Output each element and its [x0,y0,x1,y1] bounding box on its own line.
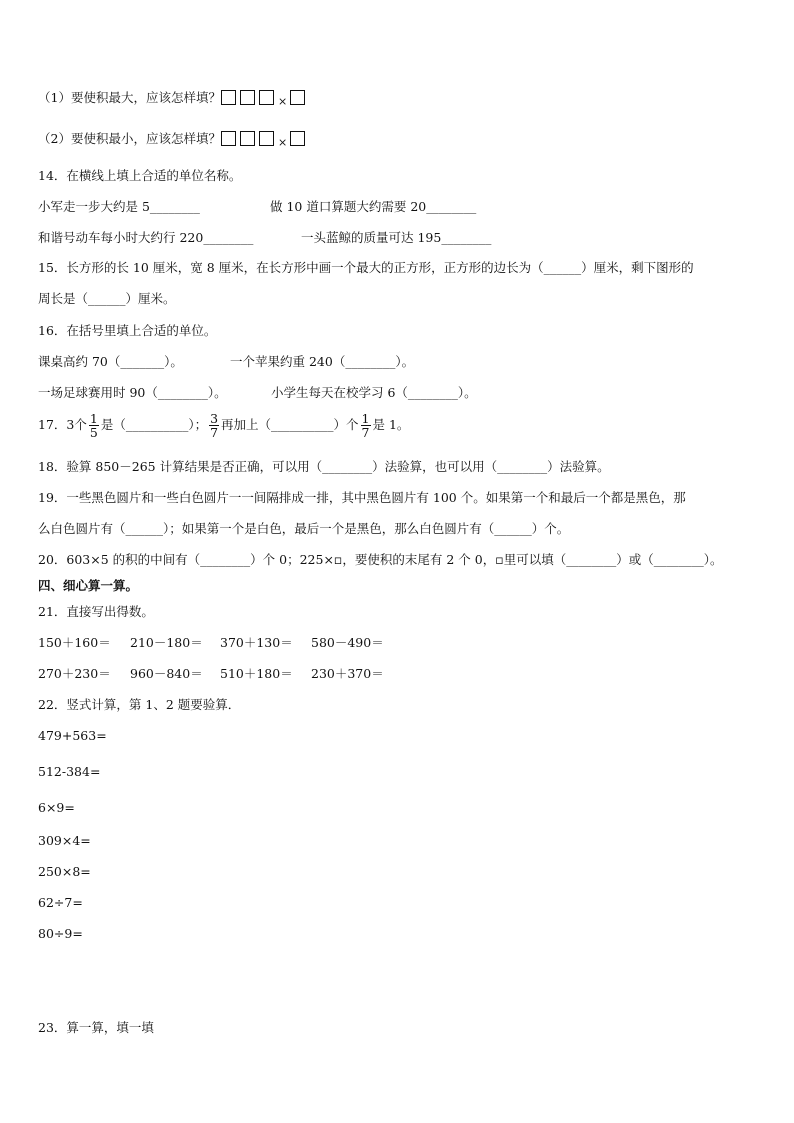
q21-row2-item: 270＋230＝ [38,666,111,681]
times-sign: × [277,95,288,108]
digit-box[interactable] [290,131,305,146]
digit-box[interactable] [290,90,305,105]
fraction-3-7: $\frac{3}{7}$ [210,411,219,440]
q14-title: 14．在横线上填上合适的单位名称。 [38,168,242,183]
digit-box[interactable] [221,90,236,105]
q15-line1: 15．长方形的长 10 厘米，宽 8 厘米，在长方形中画一个最大的正方形，正方形的边长为（______）厘米，剩下图形的 [38,260,694,275]
digit-box[interactable] [240,131,255,146]
q19-line2: 么白色圆片有（______）；如果第一个是白色，最后一个是黑色，那么白色圆片有（______）个。 [38,521,570,536]
q13-part2: （2）要使积最小，应该怎样填？ × [38,130,309,152]
digit-box[interactable] [240,90,255,105]
q20-line: 20．603×5 的积的中间有（________）个 0；225×▫，要使积的末尾有 2 个 0，▫里可以填（________）或（________）。 [38,552,723,567]
q22-title: 22．竖式计算，第 1、2 题要验算． [38,697,241,712]
q13-part1: （1）要使积最大，应该怎样填？ × [38,89,309,111]
q23-title: 23．算一算，填一填 [38,1020,154,1035]
q22-item: 62÷7= [38,895,83,910]
digit-box[interactable] [259,90,274,105]
fraction-1-7: $\frac{1}{7}$ [361,411,370,440]
q18-line: 18．验算 850－265 计算结果是否正确，可以用（________）法验算，也可以用（________）法验算。 [38,459,610,474]
section-4-heading: 四、细心算一算。 [38,578,139,593]
q16-item-b: 一个苹果约重 240（________）。 [230,354,415,369]
q22-item: 6×9= [38,800,75,815]
q14-item-c: 和谐号动车每小时大约行 220________ [38,230,254,245]
q14-item-b: 做 10 道口算题大约需要 20________ [270,199,477,214]
fraction-1-5: $\frac{1}{5}$ [89,411,98,440]
q22-item: 512-384= [38,764,101,779]
q16-item-c: 一场足球赛用时 90（________）。 [38,385,227,400]
q21-row1-item: 370＋130＝ [220,635,293,650]
q21-row2-item: 230＋370＝ [311,666,384,681]
q14-item-a: 小军走一步大约是 5________ [38,199,200,214]
q14-item-d: 一头蓝鲸的质量可达 195________ [301,230,492,245]
q21-row1-item: 210－180＝ [130,635,203,650]
digit-box[interactable] [259,131,274,146]
q17-line: 17．3个 $\frac{1}{5}$ 是（__________）； $\frac{3}{7}$ 再加上（__________）个 $\frac{1}{7}$ 是 1。 [38,411,410,440]
q15-line2: 周长是（______）厘米。 [38,291,176,306]
q21-row1-item: 150＋160＝ [38,635,111,650]
digit-box[interactable] [221,131,236,146]
q16-item-d: 小学生每天在校学习 6（________）。 [271,385,477,400]
q22-item: 309×4= [38,833,91,848]
q22-item: 80÷9= [38,926,83,941]
q16-item-a: 课桌高约 70（_______）。 [38,354,183,369]
q21-row2-item: 510＋180＝ [220,666,293,681]
q16-title: 16．在括号里填上合适的单位。 [38,323,217,338]
times-sign: × [277,136,288,149]
q22-item: 250×8= [38,864,91,879]
q21-title: 21．直接写出得数。 [38,604,154,619]
q22-item: 479+563= [38,728,107,743]
q21-row2-item: 960－840＝ [130,666,203,681]
q21-row1-item: 580－490＝ [311,635,384,650]
q19-line1: 19．一些黑色圆片和一些白色圆片一一间隔排成一排，其中黑色圆片有 100 个。如果第一个和最后一个都是黑色，那 [38,490,686,505]
